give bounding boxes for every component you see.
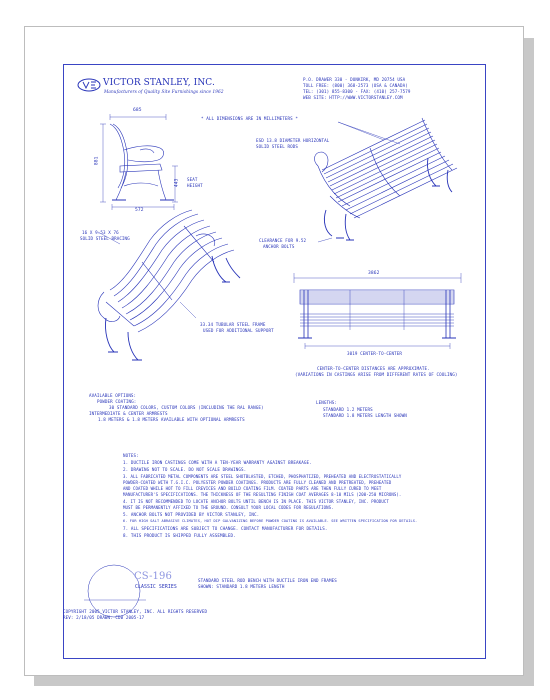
note-item: 3. ALL FABRICATED METAL COMPONENTS ARE STEEL SHOTBLASTED, ETCHED, PHOSPHATIZED, PREHEATED AND ELECTROSTATICALLY <box>123 474 402 479</box>
tube-callout: 33.34 TUBULAR STEEL FRAME <box>200 322 266 327</box>
seat-height-label: HEIGHT <box>187 183 203 188</box>
seat-height-dimension: 443 <box>174 178 180 188</box>
note-item: 7. ALL SPECIFICATIONS ARE SUBJECT TO CHANGE. CONTACT MANUFACTURER FOR DETAILS. <box>123 526 328 531</box>
front-elevation-drawing <box>294 273 461 349</box>
contact-line[interactable]: WEB SITE: HTTP://WWW.VICTORSTANLEY.COM <box>303 95 403 100</box>
note-item: 8. THIS PRODUCT IS SHIPPED FULLY ASSEMBLED. <box>123 533 236 538</box>
contact-line: TEL: (301) 855-8300 - FAX: (410) 257-7579 <box>303 89 411 94</box>
lengths-title: LENGTHS: <box>316 400 337 405</box>
note-item: 1. DUCTILE IRON CASTINGS COME WITH A TEN-YEAR WARRANTY AGAINST BREAKAGE. <box>123 460 312 465</box>
note-item: 6. FOR HIGH SALT ABRASIVE CLIMATES, HOT DIP GALVANIZING BEFORE POWDER COATING IS AVAILABLE. SEE WRITTEN SPECIFICATION FOR DETAILS. <box>123 519 418 523</box>
option-item: INTERMEDIATE & CENTER ARMRESTS <box>89 411 168 416</box>
option-item: POWDER COATING: <box>97 399 137 404</box>
product-description: SHOWN: STANDARD 1.8 METERS LENGTH <box>198 584 285 589</box>
logo-icon <box>78 79 100 91</box>
anchor-callout: ANCHOR BOLTS <box>263 244 295 249</box>
product-description: STANDARD STEEL ROD BENCH WITH DUCTILE IRON END FRAMES <box>198 578 337 583</box>
seat-height-label: SEAT <box>187 177 198 182</box>
revision: REV: 2/18/05 DRAWN: CDB 2005-17 <box>63 615 145 620</box>
isometric-bench-back <box>98 210 240 360</box>
notes-title: NOTES: <box>123 453 139 458</box>
series-name: CLASSIC SERIES <box>135 585 177 590</box>
note-item: MANUFACTURER'S SPECIFICATIONS. THE THICKNESS OF THE RESULTING FINISH COAT AVERAGES 8-10 MILS (200-250 MICRONS). <box>123 492 402 497</box>
side-view-drawing <box>100 114 178 210</box>
note-item: AND COATED WHILE HOT TO FILL CREVICES AND BUILD COATING FILM. COATED PARTS ARE THEN FULLY CURED TO MEET <box>123 486 382 491</box>
center-to-center-dimension: 3019 CENTER-TO-CENTER <box>347 351 403 356</box>
overall-length-dimension: 3862 <box>368 271 380 276</box>
units-note-text: ALL DIMENSIONS ARE IN MILLIMETERS <box>206 116 293 121</box>
tube-callout: USED FOR ADDITIONAL SUPPORT <box>203 328 274 333</box>
bracing-callout: 16 X 9.53 X 76 <box>82 230 119 235</box>
note-item: 5. ANCHOR BOLTS NOT PROVIDED BY VICTOR STANLEY, INC. <box>123 512 260 517</box>
rods-callout: ESD 13.8 DIAMETER HORIZONTAL <box>256 138 330 143</box>
note-item: 4. IT IS NOT RECOMMENDED TO LOCATE ANCHOR BOLTS UNTIL BENCH IS IN PLACE. THIS VICTOR STANLEY, INC. PRODUCT <box>123 499 389 504</box>
length-item: STANDARD 1.2 METERS <box>323 407 373 412</box>
contact-line: P.O. DRAWER 330 - DUNKIRK, MD 20754 USA <box>303 77 406 82</box>
note-item: POWDER-COATED WITH T.G.I.C. POLYESTER POWDER COATINGS. PRODUCTS ARE FULLY CLEANED AND PRETREATED, PREHEATED <box>123 480 392 485</box>
base-dimension: 572 <box>135 208 144 213</box>
note-item: MUST BE PERMANENTLY AFFIXED TO THE GROUND. CONSULT YOUR LOCAL CODES FOR REGULATIONS. <box>123 505 334 510</box>
ctc-note: (VARIATIONS IN CASTINGS ARISE FROM DIFFERENT RATES OF COOLING) <box>295 372 458 377</box>
length-item: STANDARD 1.8 METERS LENGTH SHOWN <box>323 413 407 418</box>
option-item: 30 STANDARD COLORS, CUSTOM COLORS (INCLUDING THE RAL RANGE) <box>109 405 264 410</box>
model-number: CS-196 <box>134 571 172 582</box>
height-dimension: 881 <box>94 156 100 166</box>
units-note: * ALL DIMENSIONS ARE IN MILLIMETERS * <box>201 116 298 121</box>
options-title: AVAILABLE OPTIONS: <box>89 393 137 398</box>
anchor-callout: CLEARANCE FOR 9.52 <box>259 238 307 243</box>
option-item: 1.8 METERS & 1.8 METERS AVAILABLE WITH OPTIONAL ARMRESTS <box>98 417 245 422</box>
depth-dimension: 685 <box>133 108 142 113</box>
ctc-note: CENTER-TO-CENTER DISTANCES ARE APPROXIMATE. <box>317 366 430 371</box>
bracing-callout: SOLID STEEL BRACING <box>80 236 130 241</box>
copyright: COPYRIGHT 2005 VICTOR STANLEY, INC. ALL RIGHTS RESERVED <box>63 609 208 614</box>
rods-callout: SOLID STEEL RODS <box>256 144 298 149</box>
contact-line: TOLL FREE: (800) 368-2573 (USA & CANADA) <box>303 83 408 88</box>
isometric-bench-front <box>315 118 457 242</box>
brand-name: VICTOR STANLEY, INC. <box>103 78 215 88</box>
brand-tagline: Manufacturers of Quality Site Furnishings since 1962 <box>104 89 224 94</box>
note-item: 2. DRAWING NOT TO SCALE. DO NOT SCALE DRAWINGS. <box>123 467 247 472</box>
